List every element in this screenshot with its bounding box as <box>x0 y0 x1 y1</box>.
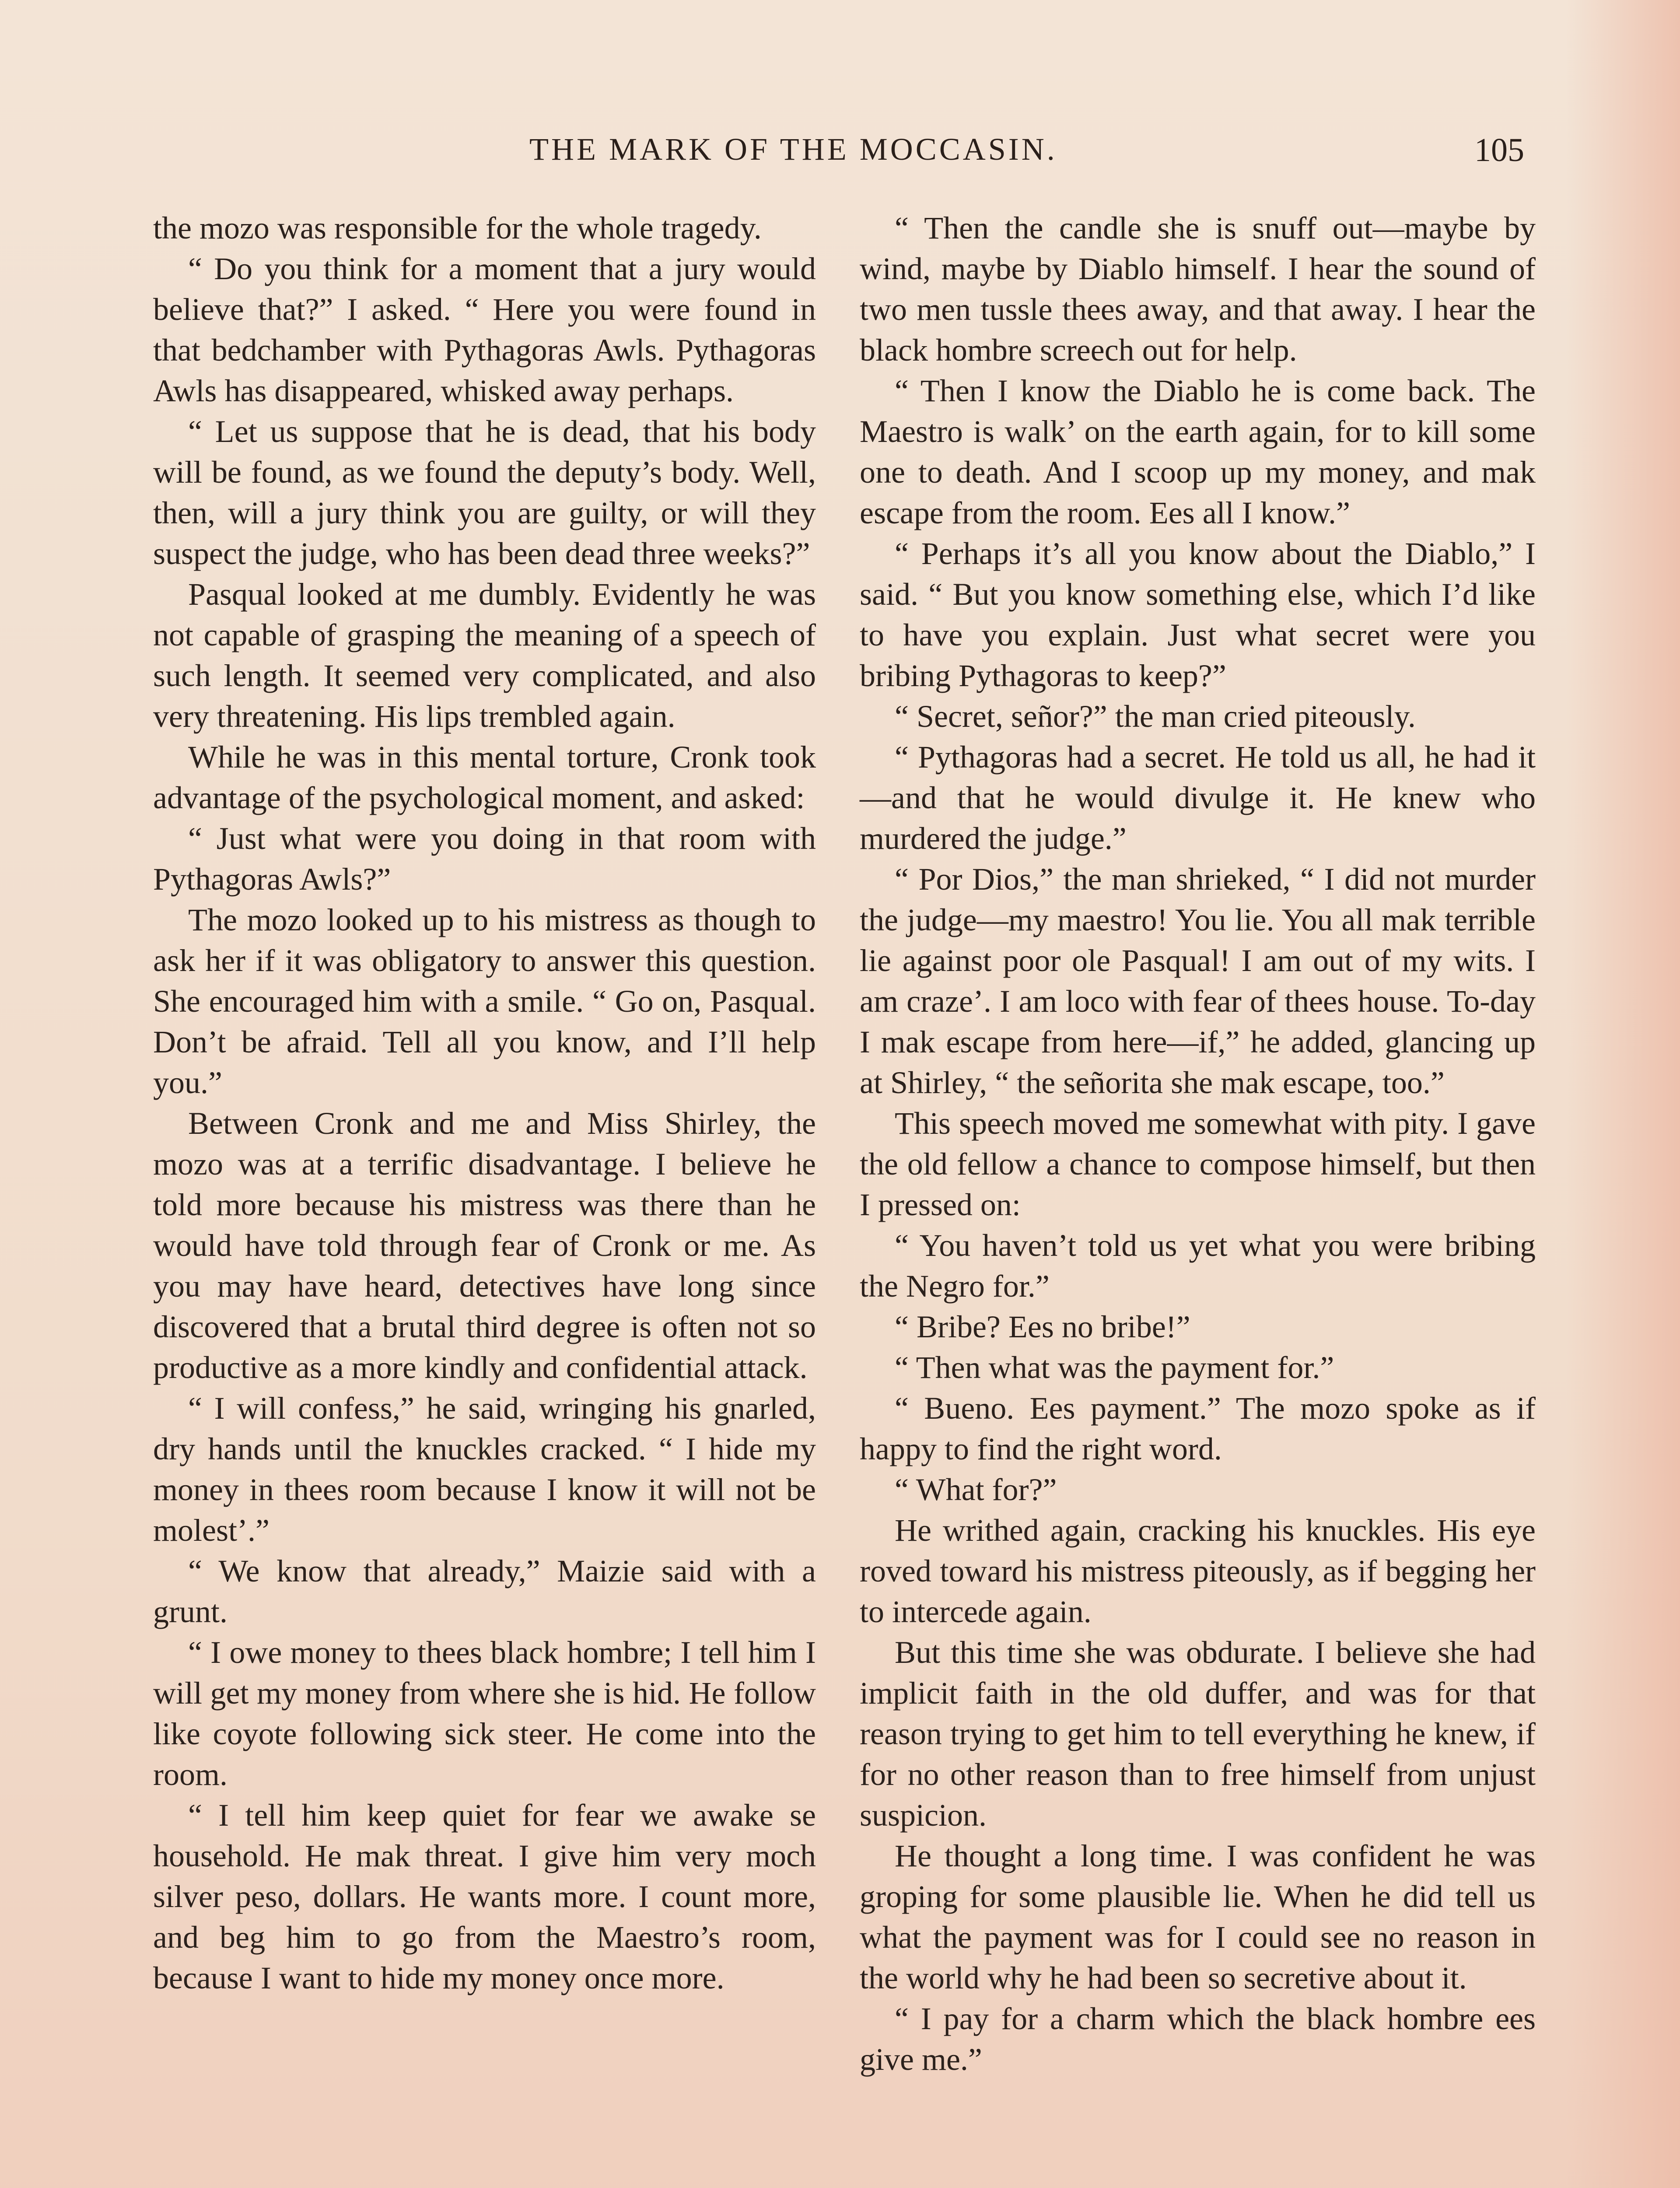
right-text-column <box>860 208 1536 2080</box>
paragraph: “ I pay for a charm which the black hombre ees give me.” <box>860 2001 1536 2077</box>
paragraph: Between Cronk and me and Miss Shirley, the mozo was at a terrific disadvantage. I believe he told more because his mistress was there than he would have told through fear of Cronk or me. As you may have heard, detectives have long since discovered that a brutal third degree is often not so productive as a more kindly and confidential attack. <box>153 1106 816 1385</box>
paragraph: While he was in this mental torture, Cronk took advantage of the psychological moment, and asked: <box>153 740 816 815</box>
paragraph: The mozo looked up to his mistress as though to ask her if it was obligatory to answer this question. She encouraged him with a smile. “ Go on, Pasqual. Don’t be afraid. Tell all you know, and I’ll help you.” <box>153 902 816 1100</box>
paragraph: He thought a long time. I was confident he was groping for some plausible lie. When he did tell us what the payment was for I could see no reason in the world why he had been so secretive about it. <box>860 1838 1536 1995</box>
paragraph: But this time she was obdurate. I believe she had implicit faith in the old duffer, and was for that reason trying to get him to tell everything he knew, if for no other reason than to free himself from unjust suspicion. <box>860 1635 1536 1833</box>
paragraph: “ I tell him keep quiet for fear we awake se household. He mak threat. I give him very moch silver peso, dollars. He wants more. I count more, and beg him to go from the Maestro’s room, because I want to hide my money once more. <box>153 1798 816 1995</box>
paragraph: “ Then I know the Diablo he is come back. The Maestro is walk’ on the earth again, for to kill some one to death. And I scoop up my money, and mak escape from the room. Ees all I know.” <box>860 373 1536 530</box>
paragraph: “ Let us suppose that he is dead, that his body will be found, as we found the deputy’s body. Well, then, will a jury think you are guilty, or will they suspect the judge, who has been dead three weeks?” <box>153 414 816 571</box>
paragraph: “ Pythagoras had a secret. He told us all, he had it—and that he would divulge it. He knew who murdered the judge.” <box>860 740 1536 856</box>
paragraph: “ Just what were you doing in that room with Pythagoras Awls?” <box>153 821 816 897</box>
paragraph: He writhed again, cracking his knuckles. His eye roved toward his mistress piteously, as if begging her to intercede again. <box>860 1513 1536 1629</box>
paragraph: “ Por Dios,” the man shrieked, “ I did not murder the judge—my maestro! You lie. You all mak terrible lie against poor ole Pasqual! I am out of my wits. I am craze’. I am loco with fear of thees house. To-day I mak escape from here—if,” he added, glancing up at Shirley, “ the señorita she mak escape, too.” <box>860 862 1536 1100</box>
page-number: 105 <box>1474 132 1524 168</box>
page-edge-shadow <box>1566 0 1680 2188</box>
left-text-column <box>153 208 816 1999</box>
paragraph: “ Secret, señor?” the man cried piteously. <box>895 699 1416 734</box>
paragraph: This speech moved me somewhat with pity. I gave the old fellow a chance to compose himself, but then I pressed on: <box>860 1106 1536 1222</box>
paragraph: “ You haven’t told us yet what you were bribing the Negro for.” <box>860 1228 1536 1304</box>
paragraph: Pasqual looked at me dumbly. Evidently he was not capable of grasping the meaning of a speech of such length. It seemed very complicated, and also very threatening. His lips trembled again. <box>153 577 816 734</box>
paragraph: “ We know that already,” Maizie said with a grunt. <box>153 1553 816 1629</box>
paragraph: “ I owe money to thees black hombre; I tell him I will get my money from where she is hid. He follow like coyote following sick steer. He come into the room. <box>153 1635 816 1792</box>
paragraph: “ Do you think for a moment that a jury would believe that?” I asked. “ Here you were found in that bedchamber with Pythagoras Awls. Pythagoras Awls has disappeared, whisked away perhaps. <box>153 251 816 408</box>
paragraph: “ What for?” <box>895 1472 1057 1507</box>
paragraph: “ Then what was the payment for.” <box>895 1350 1334 1385</box>
running-title: THE MARK OF THE MOCCASIN. <box>529 132 1057 167</box>
paragraph: “ Then the candle she is snuff out—maybe by wind, maybe by Diablo himself. I hear the sound of two men tussle thees away, and that away. I hear the black hombre screech out for help. <box>860 210 1536 368</box>
paragraph: “ I will confess,” he said, wringing his gnarled, dry hands until the knuckles cracked. “ I hide my money in thees room because I know it will not be molest’.” <box>153 1391 816 1548</box>
paragraph: “ Bribe? Ees no bribe!” <box>895 1309 1190 1344</box>
paragraph: the mozo was responsible for the whole tragedy. <box>153 210 762 245</box>
paragraph: “ Bueno. Ees payment.” The mozo spoke as if happy to find the right word. <box>860 1391 1536 1466</box>
paragraph: “ Perhaps it’s all you know about the Diablo,” I said. “ But you know something else, which I’d like to have you explain. Just what secret were you bribing Pythagoras to keep?” <box>860 536 1536 693</box>
